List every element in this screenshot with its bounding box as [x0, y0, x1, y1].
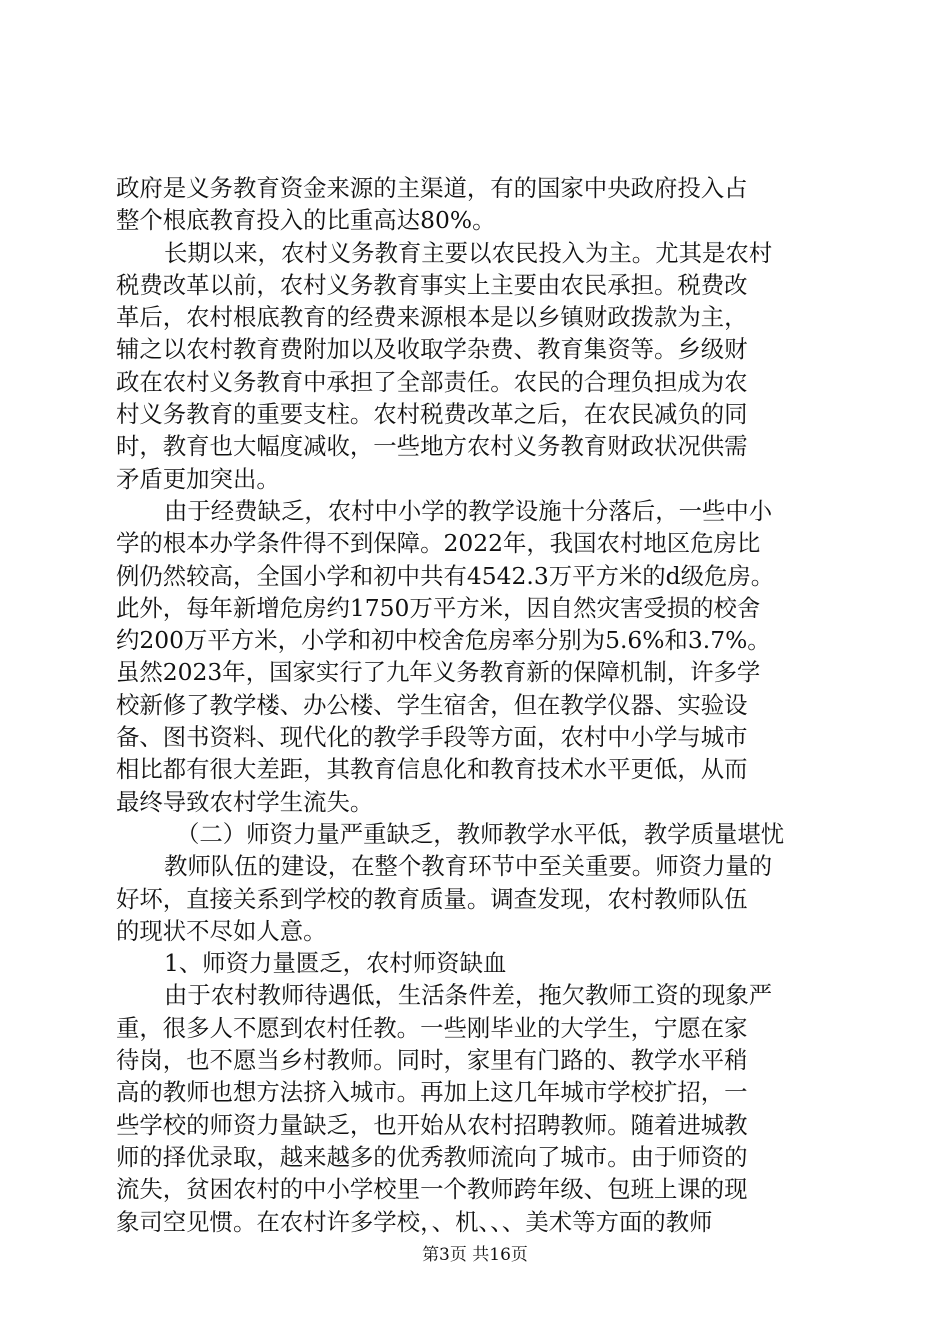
text-line: 税费改革以前，农村义务教育事实上主要由农民承担。税费改: [116, 270, 748, 299]
text-line: 师的择优录取，越来越多的优秀教师流向了城市。由于师资的: [116, 1142, 748, 1171]
text-line: 学的根本办学条件得不到保障。2022年，我国农村地区危房比: [116, 529, 761, 558]
text-line: 矛盾更加突出。: [116, 464, 280, 493]
text-line: 政在农村义务教育中承担了全部责任。农民的合理负担成为农: [116, 367, 748, 396]
text-line: 约200万平方米，小学和初中校舍危房率分别为5.6%和3.7%。: [116, 626, 771, 655]
paragraph-start: 由于农村教师待遇低，生活条件差，拖欠教师工资的现象严: [164, 981, 773, 1010]
text-line: 的现状不尽如人意。: [116, 916, 327, 945]
paragraph-start: 长期以来，农村义务教育主要以农民投入为主。尤其是农村: [164, 238, 773, 267]
text-line: 校新修了教学楼、办公楼、学生宿舍，但在教学仪器、实验设: [116, 690, 748, 719]
text-line: 村义务教育的重要支柱。农村税费改革之后，在农民减负的同: [116, 400, 748, 429]
text-line: 政府是义务教育资金来源的主渠道，有的国家中央政府投入占: [116, 174, 748, 202]
text-line: 备、图书资料、现代化的教学手段等方面，农村中小学与城市: [116, 723, 748, 752]
text-line: 最终导致农村学生流失。: [116, 787, 374, 816]
text-line: 整个根底教育投入的比重高达80%。: [116, 206, 496, 235]
text-line: 高的教师也想方法挤入城市。再加上这几年城市学校扩招，一: [116, 1078, 748, 1107]
paragraph-start: 由于经费缺乏，农村中小学的教学设施十分落后，一些中小: [164, 496, 773, 525]
subsection-heading: 1、师资力量匮乏，农村师资缺血: [164, 949, 507, 978]
text-line: 重，很多人不愿到农村任教。一些刚毕业的大学生，宁愿在家: [116, 1013, 748, 1042]
text-line: 革后，农村根底教育的经费来源根本是以乡镇财政拨款为主，: [116, 303, 748, 332]
text-line: 些学校的师资力量缺乏，也开始从农村招聘教师。随着进城教: [116, 1110, 748, 1139]
page-number: 第3页 共16页: [422, 1245, 528, 1265]
text-line: 例仍然较高，全国小学和初中共有4542.3万平方米的d级危房。: [116, 561, 775, 590]
text-line: 辅之以农村教育费附加以及收取学杂费、教育集资等。乡级财: [116, 335, 748, 364]
text-line: 时，教育也大幅度减收，一些地方农村义务教育财政状况供需: [116, 432, 748, 461]
text-line: 待岗，也不愿当乡村教师。同时，家里有门路的、教学水平稍: [116, 1046, 748, 1075]
text-line: 象司空见惯。在农村许多学校，、机、、、美术等方面的教师: [116, 1207, 713, 1236]
body-text: [116, 172, 846, 1238]
text-line: 虽然2023年，国家实行了九年义务教育新的保障机制，许多学: [116, 658, 761, 687]
paragraph-start: 教师队伍的建设，在整个教育环节中至关重要。师资力量的: [164, 852, 773, 881]
section-heading: （二）师资力量严重缺乏，教师教学水平低，教学质量堪忧: [176, 819, 785, 848]
text-line: 相比都有很大差距，其教育信息化和教育技术水平更低，从而: [116, 755, 748, 784]
text-line: 流失，贫困农村的中小学校里一个教师跨年级、包班上课的现: [116, 1175, 748, 1204]
text-line: 此外，每年新增危房约1750万平方米，因自然灾害受损的校舍: [116, 593, 761, 622]
text-line: 好坏，直接关系到学校的教育质量。调查发现，农村教师队伍: [116, 884, 748, 913]
